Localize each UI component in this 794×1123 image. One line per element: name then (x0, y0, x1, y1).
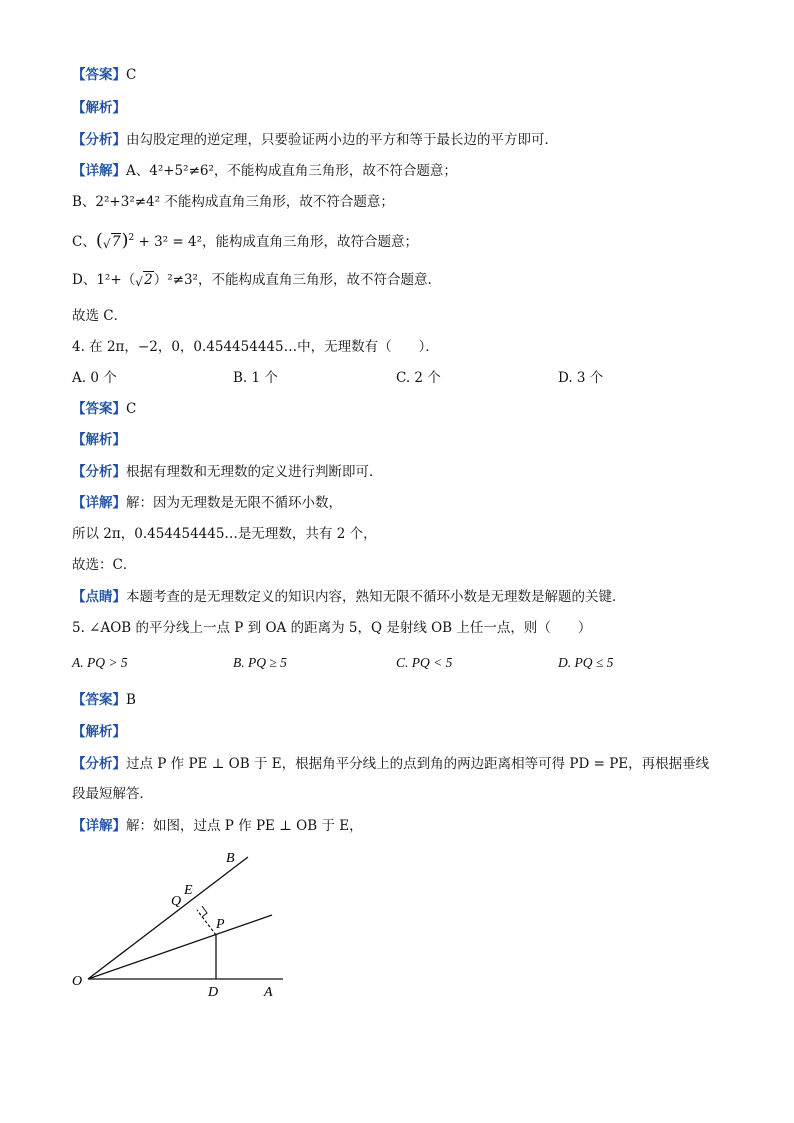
question-4: 4. 在 2π，−2，0，0.454454445…中，无理数有（ ）． (72, 339, 439, 355)
analysis-line-q4: 【分析】根据有理数和无理数的定义进行判断即可． (72, 464, 383, 480)
analysis-heading-q5: 【解析】 (72, 724, 126, 740)
angle-bisector-figure (68, 848, 298, 1008)
answer-line-q4: 【答案】C (72, 401, 137, 417)
label-o: O (72, 974, 83, 989)
q5-option-a: A. PQ > 5 (72, 655, 128, 670)
label-b: B (226, 851, 235, 866)
conclusion-q4: 故选：C． (72, 557, 137, 573)
comment-line-q4: 【点睛】本题考查的是无理数定义的知识内容，熟知无限不循环小数是无理数是解题的关键． (72, 589, 626, 605)
sqrt-two: √ 2 (135, 272, 153, 289)
answer-line-q5: 【答案】B (72, 692, 136, 708)
analysis-line-q5: 【分析】过点 P 作 PE ⊥ OB 于 E，根据角平分线上的点到角的两边距离相等可得 PD = PE，再根据垂线 (72, 756, 710, 772)
label-a: A (264, 985, 273, 1000)
detail-line-a: 【详解】A、4²+5²≠6²，不能构成直角三角形，故不符合题意； (72, 163, 457, 179)
analysis-tag: 【解析】 (72, 100, 126, 116)
detail-line-c: C、( √ 7)$^2$ + 3² = 4²，能构成直角三角形，故符合题意； (72, 230, 419, 251)
analysis-line-q5-cont: 段最短解答． (72, 786, 153, 802)
analysis-heading-q4: 【解析】 (72, 432, 126, 448)
label-q: Q (171, 894, 182, 909)
analysis-line-q3: 【分析】由勾股定理的逆定理，只要验证两小边的平方和等于最长边的平方即可． (72, 132, 558, 148)
q4-option-d: D. 3 个 (558, 370, 604, 386)
label-p: P (216, 917, 225, 932)
q5-option-b: B. PQ ≥ 5 (233, 655, 287, 670)
detail-line-d: D、1²+（ √ 2）²≠3²，不能构成直角三角形，故不符合题意． (72, 272, 441, 289)
answer-line-q3: 【答案】C (72, 67, 137, 83)
fenxi-tag: 【分析】 (72, 132, 126, 148)
label-e: E (184, 883, 193, 898)
detail-line-q4-2: 所以 2π，0.454454445…是无理数，共有 2 个， (72, 526, 377, 542)
q5-option-c: C. PQ < 5 (396, 655, 453, 670)
detail-line-b: B、2²+3²≠4² 不能构成直角三角形，故不符合题意； (72, 194, 394, 210)
question-5: 5. ∠AOB 的平分线上一点 P 到 OA 的距离为 5，Q 是射线 OB 上任一点，则（ ） (72, 620, 592, 636)
q4-option-c: C. 2 个 (396, 370, 441, 386)
right-angle-mark (202, 906, 207, 917)
detail-line-q5: 【详解】解：如图，过点 P 作 PE ⊥ OB 于 E， (72, 818, 363, 834)
detail-line-q4-1: 【详解】解：因为无理数是无限不循环小数， (72, 495, 342, 511)
bisector-op (88, 915, 272, 979)
sqrt-seven: √ 7 (102, 234, 121, 251)
detail-tag: 【详解】 (72, 163, 126, 179)
conclusion-q3: 故选 C． (72, 308, 128, 324)
answer-tag: 【答案】 (72, 67, 126, 83)
analysis-heading-q3 (72, 99, 126, 117)
q4-option-b: B. 1 个 (233, 370, 278, 386)
q5-option-d: D. PQ ≤ 5 (558, 655, 614, 670)
label-d: D (208, 985, 219, 1000)
q4-option-a: A. 0 个 (72, 370, 117, 386)
comment-tag: 【点睛】 (72, 589, 126, 605)
